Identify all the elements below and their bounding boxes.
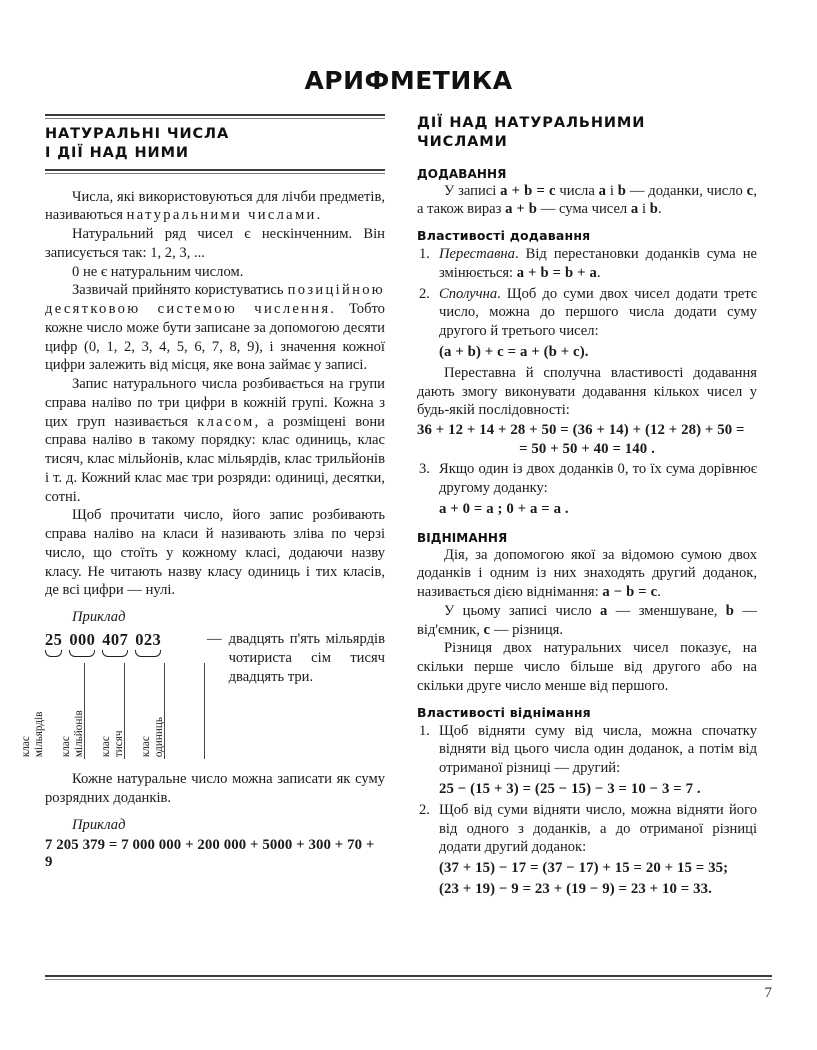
addition-intro-text-6: — сума чисел — [537, 201, 631, 218]
subtraction-terms-text-2: — зменшуване, — [607, 602, 726, 619]
addition-intro-text-2: числа — [555, 182, 599, 199]
list-item — [439, 801, 757, 899]
list-item — [439, 245, 757, 283]
paragraph-zero-not-natural: 0 не є натуральним числом. — [72, 263, 244, 280]
right-column — [417, 114, 757, 901]
addition-variable-b: b — [617, 182, 627, 199]
digit-group — [135, 630, 161, 657]
left-heading-line-1: НАТУРАЛЬНІ ЧИСЛА — [45, 126, 230, 142]
subtraction-terms-text-4: — різниця. — [490, 621, 564, 638]
property-equation-associative: (a + b) + c = a + (b + c). — [439, 343, 589, 360]
addition-equation-inline-1: a + b = c — [500, 182, 556, 199]
class-label-line-2: мільйонів — [72, 710, 85, 758]
underbrace-icon — [135, 650, 161, 657]
paragraph-classes — [45, 375, 385, 506]
class-label-line-2: тисяч — [112, 730, 125, 758]
subtraction-heading: ВІДНІМАННЯ — [417, 530, 508, 545]
property-name-commutative: Переставна — [439, 246, 515, 263]
right-heading-line-2: ЧИСЛАМИ — [417, 134, 508, 151]
property-equation-zero: a + 0 = a ; 0 + a = a . — [439, 500, 569, 517]
subtraction-property-text-1: Щоб відняти суму від числа, можна спочатку відняти від цього числа один доданок, а потім від отриманої різниці — другий: — [439, 722, 757, 777]
underbrace-icon — [102, 650, 128, 657]
left-column — [19, 114, 385, 873]
digit-group — [102, 630, 128, 657]
subtraction-terms-paragraph — [417, 602, 757, 640]
addition-variable-a: a — [598, 182, 607, 199]
class-label-vertical — [60, 710, 85, 757]
class-label-cell — [139, 663, 205, 759]
subtraction-meaning-paragraph: Різниця двох натуральних чисел показує, на скільки перше число більше від другого або на скільки друге число менше від першого. — [417, 640, 757, 694]
paragraph-natural-numbers-definition — [45, 188, 385, 226]
underbrace-icon — [69, 650, 95, 657]
class-label-vertical — [20, 712, 45, 758]
class-label-line-1: клас — [19, 736, 32, 758]
para4-part-a: Зазвичай прийнято користуватись — [72, 282, 288, 299]
page-title: АРИФМЕТИКА — [304, 66, 513, 95]
class-label-line-1: клас — [99, 736, 112, 758]
subtraction-property-equation-1: 25 − (15 + 3) = (25 − 15) − 3 = 10 − 3 = 7 . — [439, 780, 701, 797]
subtraction-terms-text-3: — від'ємник, — [417, 602, 757, 638]
para5-part-c: , а розміщені вони справа наліво в такому порядку: клас одиниць, клас тисяч, клас мільйонів, клас мільярдів, клас трильйонів і т. д. Кожний клас має три розряди: одиниці, десятки, сотні. — [45, 413, 385, 505]
combined-equation-line-2: = 50 + 50 + 40 = 140 . — [519, 441, 655, 458]
section-rule-top — [45, 114, 385, 119]
paragraph-natural-series: Натуральний ряд чисел є нескінченним. Він записується так: 1, 2, 3, ... — [45, 226, 385, 261]
property-name-associative: Сполучна — [439, 285, 498, 302]
subtraction-properties-heading: Властивості віднімання — [417, 704, 591, 720]
addition-intro-text-5: , а також вираз — [417, 182, 757, 218]
addition-heading: ДОДАВАННЯ — [417, 166, 507, 181]
number-decomposition-figure — [19, 630, 385, 770]
para1-part-a: Числа, які використовуються для лічби предметів, називаються — [45, 188, 385, 224]
combined-equation-line-1: 36 + 12 + 14 + 28 + 50 = (36 + 14) + (12 + 28) + 50 = — [417, 422, 745, 439]
paragraph-place-value-sum: Кожне натуральне число можна записати як суму розрядних доданків. — [45, 771, 385, 806]
class-label-vertical — [100, 730, 125, 757]
left-heading-line-2: І ДІЇ НАД НИМИ — [45, 145, 189, 162]
addition-intro-text-4: — доданки, число — [626, 182, 747, 199]
para5-part-a: Запис натурального числа розбивається на групи справа наліво по три цифри в кожній групі. Кожна з цих груп називається — [45, 376, 385, 430]
addition-intro-text-8: . — [658, 201, 662, 218]
list-item — [439, 285, 757, 362]
left-section-heading — [45, 125, 385, 164]
para1-part-c: . — [316, 207, 321, 224]
class-label-line-1: клас — [139, 736, 152, 758]
subtraction-equation-inline: a − b = c — [602, 584, 658, 601]
subtraction-property-equation-2a: (37 + 15) − 17 = (37 − 17) + 15 = 20 + 15 = 35; — [439, 860, 729, 877]
number-digits — [45, 630, 203, 657]
digit-group — [45, 630, 62, 657]
subtraction-intro-text: Дія, за допомогою якої за відомою сумою двох доданків і одним із них знаходять другий доданок, називається дією віднімання: — [417, 546, 757, 601]
subtraction-intro-paragraph — [417, 546, 757, 602]
number-dash: — — [207, 631, 222, 648]
property-equation-commutative: a + b = b + a — [516, 264, 598, 281]
addition-intro-text-3: і — [606, 182, 618, 199]
class-label-line-1: клас — [59, 736, 72, 758]
addition-properties-list — [417, 245, 757, 362]
addition-intro-text-1: У записі — [444, 182, 501, 199]
example-label-1: Приклад — [72, 609, 126, 626]
addition-properties-list-continued — [417, 460, 757, 519]
subtraction-terms-text-1: У цьому записі число — [444, 602, 600, 619]
subtraction-property-equation-2b: (23 + 19) − 9 = 23 + (19 − 9) = 23 + 10 = 33. — [439, 881, 712, 898]
paragraph-combined-properties: Переставна й сполучна властивості додавання дають змогу виконувати додавання кількох чисел у будь-якій послідовності: — [417, 364, 757, 419]
property-text-zero: Якщо один із двох доданків 0, то їх сума дорівнює другому доданку: — [439, 461, 757, 496]
paragraph-reading-numbers: Щоб прочитати число, його запис розбивають справа наліво на класи й називають зліва по черзі число, що стоїть у кожному класі, додаючи назву класу. Не читають назву класу одиниць і тих класів, де всі цифри — нулі. — [45, 507, 385, 599]
class-label-line-2: одиниць — [152, 717, 165, 758]
addition-variable-b2: b — [649, 201, 659, 218]
para5-emphasis: класом — [197, 413, 255, 430]
class-label-vertical — [140, 717, 165, 757]
digit-group-value: 407 — [102, 630, 129, 650]
digit-group-value: 023 — [135, 630, 162, 650]
number-reading-text: двадцять п'ять мільярдів чотириста сім тисяч двадцять три. — [228, 631, 385, 685]
para4-part-c: . Тобто кожне число може бути записане за допомогою десяти цифр (0, 1, 2, 3, 4, 5, 6, 7, 8, 9), і значення кожної цифри залежить від місця, яке вона займає у записі. — [45, 301, 385, 374]
subtraction-properties-list — [417, 722, 757, 900]
property-text-commutative: . Від перестановки доданків сума не змінюється: — [439, 246, 757, 281]
property-period-1: . — [597, 264, 601, 281]
class-labels-row — [19, 663, 203, 759]
subtraction-variable-b: b — [725, 602, 735, 619]
para1-emphasis: натуральними числами — [126, 207, 317, 224]
class-label-line-2: мільярдів — [32, 711, 45, 758]
digit-group — [69, 630, 95, 657]
footer-rule — [45, 975, 772, 980]
page-number: 7 — [764, 985, 772, 1001]
subtraction-variable-c: c — [483, 621, 491, 638]
addition-variable-c: c — [746, 182, 754, 199]
list-item — [439, 460, 757, 519]
paragraph-positional-system — [45, 281, 385, 375]
addition-equation-inline-2: a + b — [505, 201, 538, 218]
subtraction-variable-a: a — [600, 602, 608, 619]
example-equation-decomposition: 7 205 379 = 7 000 000 + 200 000 + 5000 + 300 + 70 + 9 — [45, 836, 375, 870]
number-groups-column — [19, 630, 203, 759]
list-item — [439, 722, 757, 799]
section-rule-bottom — [45, 169, 385, 174]
digit-group-value: 25 — [45, 630, 63, 650]
subtraction-property-text-2: Щоб від суми відняти число, можна відняти його від одного з доданків, а до отриманої різниці додати другий доданок: — [439, 801, 757, 856]
addition-intro-text-7: і — [638, 201, 650, 218]
addition-variable-a2: a — [630, 201, 639, 218]
right-section-heading — [417, 114, 757, 153]
right-heading-line-1: ДІЇ НАД НАТУРАЛЬНИМИ — [417, 115, 646, 131]
addition-intro-paragraph — [417, 182, 757, 220]
para4-emphasis: позиційною десятковою системою числення — [45, 282, 385, 318]
property-text-associative: . Щоб до суми двох чисел додати третє число, можна до першого числа додати суму другого й третього чисел: — [439, 285, 757, 340]
example-label-2: Приклад — [72, 816, 126, 833]
addition-properties-heading: Властивості додавання — [417, 228, 591, 244]
underbrace-icon — [45, 650, 62, 657]
digit-group-value: 000 — [69, 630, 96, 650]
subtraction-intro-period: . — [657, 584, 661, 601]
